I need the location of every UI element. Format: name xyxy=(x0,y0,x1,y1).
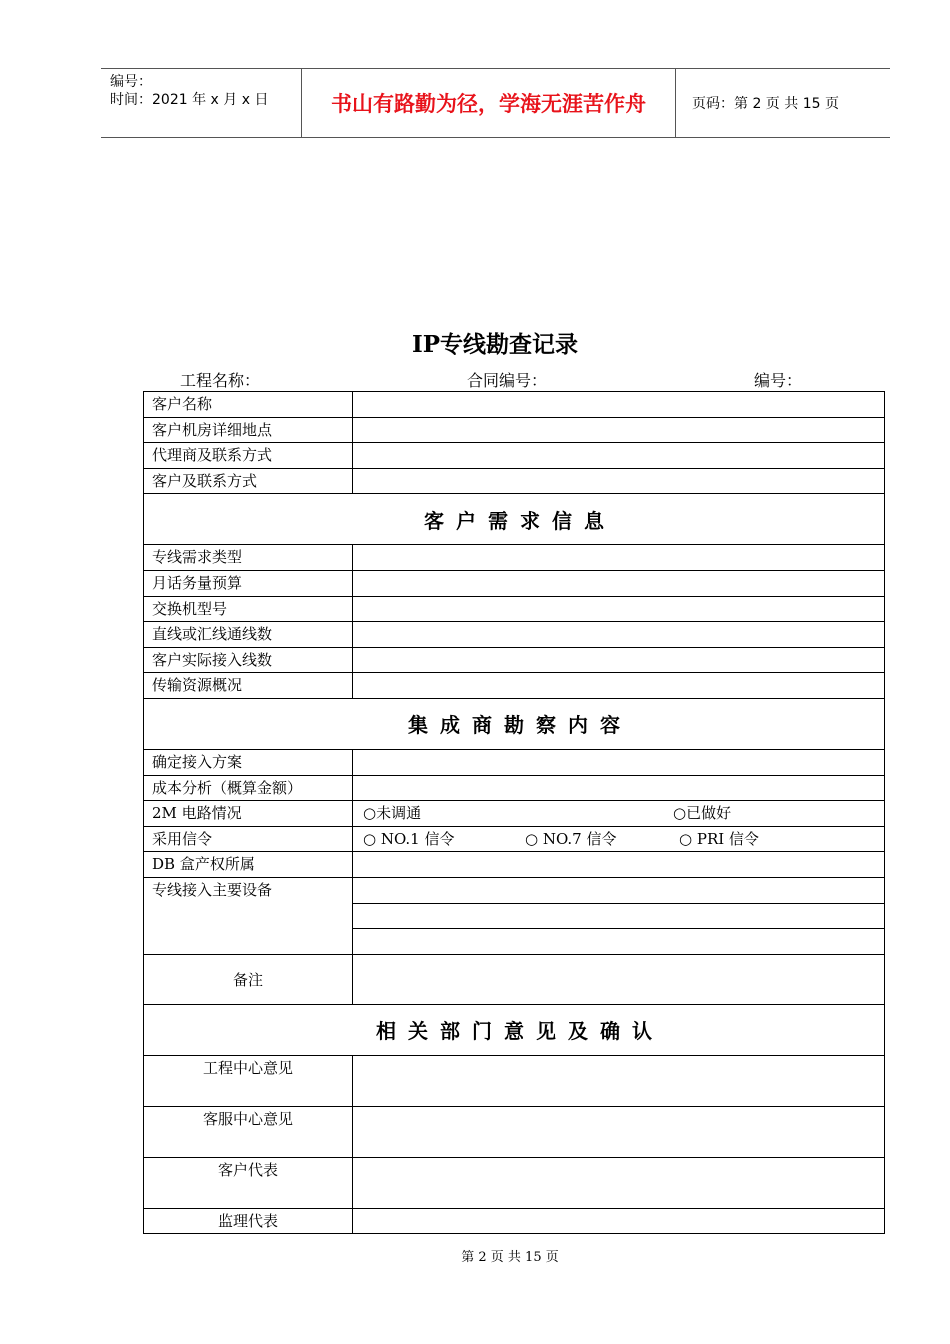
db-box-field[interactable] xyxy=(353,852,884,877)
document-title: IP专线勘查记录 xyxy=(411,331,579,358)
form-row-switch-model xyxy=(144,597,884,623)
form-row-transmission xyxy=(144,673,884,699)
row-label: 直线或汇线通线数 xyxy=(144,622,353,647)
form-row-access-plan xyxy=(144,750,884,776)
agent-contact-field[interactable] xyxy=(353,443,884,468)
signaling-options xyxy=(353,827,884,852)
customer-rep-field[interactable] xyxy=(353,1158,884,1208)
project-name-label: 工程名称： xyxy=(180,371,261,390)
main-equipment-fields xyxy=(353,878,884,954)
section-department-confirmation: 相关部门意见及确认 xyxy=(144,1005,884,1056)
row-label: 采用信令 xyxy=(144,827,353,852)
header-motto: 书山有路勤为径，学海无涯苦作舟 xyxy=(302,69,676,137)
form-row-agent-contact xyxy=(144,443,884,469)
form-row-room-location xyxy=(144,418,884,444)
header-page-info xyxy=(684,69,890,137)
section-integrator-survey: 集成商勘察内容 xyxy=(144,699,884,750)
form-row-service-opinion xyxy=(144,1107,884,1158)
form-row-engineering-opinion xyxy=(144,1056,884,1107)
service-opinion-field[interactable] xyxy=(353,1107,884,1157)
form-row-customer-contact xyxy=(144,469,884,495)
switch-model-field[interactable] xyxy=(353,597,884,622)
line-type-field[interactable] xyxy=(353,545,884,570)
actual-lines-field[interactable] xyxy=(353,648,884,673)
row-label: 客服中心意见 xyxy=(144,1107,353,1157)
form-row-supervisor-rep xyxy=(144,1209,884,1233)
row-label: 客户代表 xyxy=(144,1158,353,1208)
form-meta-row xyxy=(0,368,950,390)
row-label: 传输资源概况 xyxy=(144,673,353,698)
room-location-field[interactable] xyxy=(353,418,884,443)
form-row-line-count xyxy=(144,622,884,648)
row-label: 客户实际接入线数 xyxy=(144,648,353,673)
section-customer-requirements: 客户需求信息 xyxy=(144,494,884,545)
engineering-opinion-field[interactable] xyxy=(353,1056,884,1106)
number-label: 编号： xyxy=(754,371,803,390)
row-label: 确定接入方案 xyxy=(144,750,353,775)
form-row-actual-lines xyxy=(144,648,884,674)
form-row-cost-analysis xyxy=(144,776,884,802)
row-label: 备注 xyxy=(144,955,353,1004)
form-row-remarks xyxy=(144,955,884,1005)
circuit-options xyxy=(353,801,884,826)
form-row-signaling xyxy=(144,827,884,853)
row-label: 监理代表 xyxy=(144,1209,353,1233)
signaling-no7-radio[interactable]: ○ NO.7 信令 xyxy=(525,829,617,848)
row-label: 专线接入主要设备 xyxy=(144,878,353,954)
contract-no-label: 合同编号： xyxy=(467,371,548,390)
row-label: 客户机房详细地点 xyxy=(144,418,353,443)
line-count-field[interactable] xyxy=(353,622,884,647)
header-time-label: 时间：2021 年 x 月 x 日 xyxy=(110,92,269,108)
cost-analysis-field[interactable] xyxy=(353,776,884,801)
row-label: 专线需求类型 xyxy=(144,545,353,570)
form-row-traffic-budget xyxy=(144,571,884,597)
header-page-info-text: 页码：第 2 页 共 15 页 xyxy=(692,96,839,112)
row-label: 代理商及联系方式 xyxy=(144,443,353,468)
circuit-done-radio[interactable]: ○已做好 xyxy=(673,804,732,823)
row-label: 交换机型号 xyxy=(144,597,353,622)
row-label: 成本分析（概算金额） xyxy=(144,776,353,801)
remarks-field[interactable] xyxy=(353,955,884,1004)
form-row-db-box xyxy=(144,852,884,878)
customer-contact-field[interactable] xyxy=(353,469,884,494)
signaling-no1-radio[interactable]: ○ NO.1 信令 xyxy=(363,829,455,848)
form-row-customer-name xyxy=(144,392,884,418)
row-label: 2M 电路情况 xyxy=(144,801,353,826)
header-meta xyxy=(101,69,302,137)
row-label: 客户及联系方式 xyxy=(144,469,353,494)
row-label: DB 盒产权所属 xyxy=(144,852,353,877)
row-label: 月话务量预算 xyxy=(144,571,353,596)
customer-name-field[interactable] xyxy=(353,392,884,417)
traffic-budget-field[interactable] xyxy=(353,571,884,596)
header-number-label: 编号： xyxy=(110,74,152,90)
row-label: 工程中心意见 xyxy=(144,1056,353,1106)
form-row-line-type xyxy=(144,545,884,571)
signaling-pri-radio[interactable]: ○ PRI 信令 xyxy=(679,829,759,848)
form-row-main-equipment xyxy=(144,878,884,955)
supervisor-rep-field[interactable] xyxy=(353,1209,884,1233)
circuit-not-tested-radio[interactable]: ○未调通 xyxy=(363,804,422,823)
form-row-customer-rep xyxy=(144,1158,884,1209)
form-row-2m-circuit xyxy=(144,801,884,827)
equipment-field-1[interactable] xyxy=(353,878,884,904)
transmission-field[interactable] xyxy=(353,673,884,698)
row-label: 客户名称 xyxy=(144,392,353,417)
access-plan-field[interactable] xyxy=(353,750,884,775)
page-header xyxy=(101,68,890,138)
survey-form-table xyxy=(143,391,885,1234)
page-footer: 第 2 页 共 15 页 xyxy=(461,1250,559,1265)
equipment-field-2[interactable] xyxy=(353,904,884,930)
